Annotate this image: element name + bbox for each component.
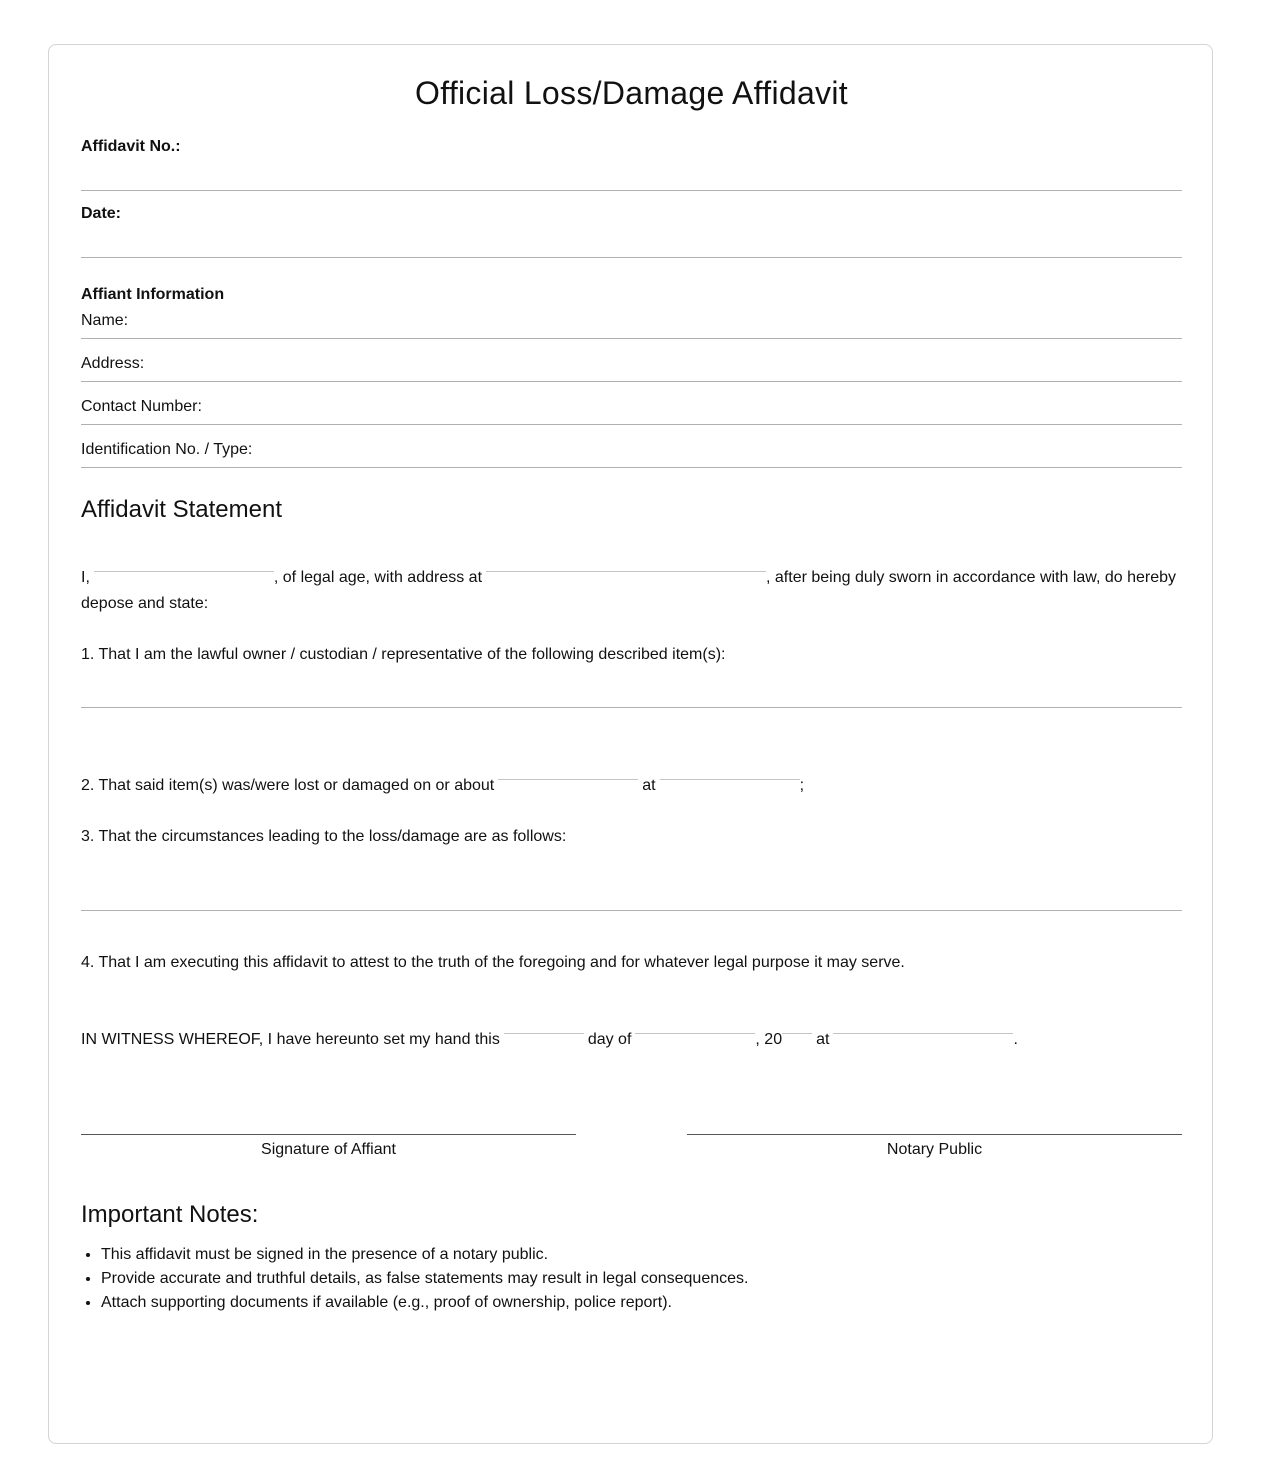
item-2-text-3: ; (799, 777, 805, 794)
witness-year-blank[interactable] (782, 1033, 812, 1050)
note-item: • Provide accurate and truthful details, as false statements may result in legal consequences. (101, 1267, 1182, 1291)
identification-field[interactable] (81, 467, 1182, 468)
affiant-signature-label: Signature of Affiant (261, 1141, 396, 1158)
note-item: • Attach supporting documents if available (e.g., proof of ownership, police report). (101, 1291, 1182, 1315)
affidavit-no-label: Affidavit No.: (81, 138, 181, 155)
date-label: Date: (81, 205, 122, 222)
address-field[interactable] (81, 381, 1182, 382)
circumstances-field[interactable] (81, 910, 1182, 911)
identification-label: Identification No. / Type: (81, 441, 253, 458)
loss-date-blank[interactable] (498, 779, 638, 796)
notes-list-container (81, 1243, 1182, 1315)
item-2-text-2: at (642, 777, 656, 794)
note-item: • This affidavit must be signed in the presence of a notary public. (101, 1243, 1182, 1267)
intro-text-4: depose and state: (81, 595, 209, 612)
intro-line-1 (81, 569, 1176, 588)
name-label: Name: (81, 312, 129, 329)
witness-month-blank[interactable] (635, 1033, 755, 1050)
statement-item-1: 1. That I am the lawful owner / custodian / representative of the following described item(s): (81, 646, 726, 663)
notes-list (81, 1243, 1182, 1315)
affiant-name-blank[interactable] (94, 571, 274, 588)
affiant-address-blank[interactable] (486, 571, 766, 588)
witness-text-2: day of (587, 1031, 632, 1048)
notes-title: Important Notes: (81, 1201, 259, 1228)
intro-text-2: , of legal age, with address at (273, 569, 483, 586)
document-title: Official Loss/Damage Affidavit (415, 75, 848, 111)
name-field[interactable] (81, 338, 1182, 339)
intro-text-1: I, (81, 569, 90, 586)
witness-text-3: , 20 (755, 1031, 783, 1048)
affidavit-card (48, 44, 1213, 1444)
intro-text-3: , after being duly sworn in accordance with law, do hereby (766, 569, 1177, 586)
witness-day-blank[interactable] (504, 1033, 584, 1050)
items-description-field[interactable] (81, 707, 1182, 708)
notary-signature-line[interactable] (687, 1134, 1182, 1135)
witness-text-5: . (1013, 1031, 1018, 1048)
statement-item-3: 3. That the circumstances leading to the loss/damage are as follows: (81, 828, 567, 845)
affiant-signature-line[interactable] (81, 1134, 576, 1135)
contact-label: Contact Number: (81, 398, 202, 415)
witness-text-4: at (816, 1031, 830, 1048)
loss-place-blank[interactable] (660, 779, 800, 796)
statement-item-2 (81, 777, 804, 796)
witness-place-blank[interactable] (833, 1033, 1013, 1050)
date-field[interactable] (81, 257, 1182, 258)
item-2-text-1: 2. That said item(s) was/were lost or damaged on or about (81, 777, 495, 794)
address-label: Address: (81, 355, 145, 372)
witness-line (81, 1031, 1018, 1050)
affidavit-no-field[interactable] (81, 190, 1182, 191)
notary-signature-label: Notary Public (886, 1141, 983, 1158)
statement-title: Affidavit Statement (81, 496, 282, 523)
statement-item-4: 4. That I am executing this affidavit to attest to the truth of the foregoing and for whatever legal purpose it may serve. (81, 954, 905, 971)
witness-text-1: IN WITNESS WHEREOF, I have hereunto set my hand this (81, 1031, 500, 1048)
contact-field[interactable] (81, 424, 1182, 425)
affiant-section-title: Affiant Information (81, 286, 225, 303)
